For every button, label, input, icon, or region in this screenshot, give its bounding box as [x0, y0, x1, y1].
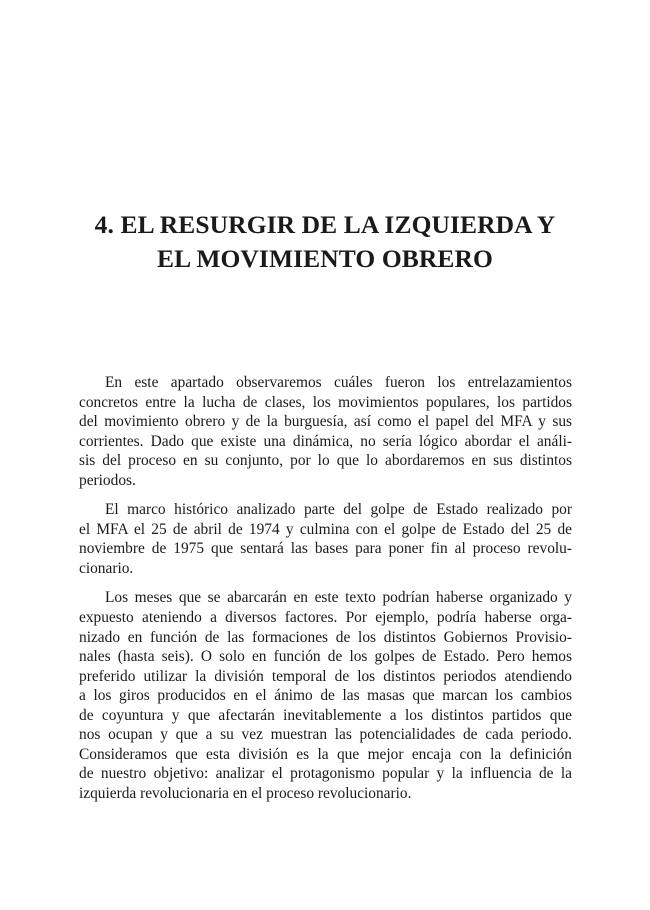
- text-line: expuesto ateniendo a diversos factores. Por ejemplo, podría haberse orga-: [79, 609, 572, 627]
- text-line: corrientes. Dado que existe una dinámica, no sería lógico abordar el análi-: [79, 432, 572, 450]
- paragraph: [79, 373, 572, 490]
- paragraph: [79, 588, 572, 803]
- text-line: El marco histórico analizado parte del golpe de Estado realizado por: [105, 501, 572, 519]
- text-line: el MFA el 25 de abril de 1974 y culmina con el golpe de Estado del 25 de: [79, 520, 572, 538]
- chapter-title-line: EL MOVIMIENTO OBRERO: [157, 244, 493, 273]
- text-line: a los giros producidos en el ánimo de las masas que marcan los cambios: [79, 687, 572, 705]
- text-line: nales (hasta seis). O solo en función de los golpes de Estado. Pero hemos: [79, 648, 572, 666]
- text-line: de nuestro objetivo: analizar el protagonismo popular y la influencia de la: [79, 765, 572, 783]
- text-line: cionario.: [79, 559, 134, 577]
- text-line: preferido utilizar la división temporal de los distintos periodos atendiendo: [79, 667, 572, 685]
- text-line: sis del proceso en su conjunto, por lo que lo abordaremos en sus distintos: [79, 452, 572, 470]
- text-line: noviembre de 1975 que sentará las bases para poner fin al proceso revolu-: [79, 540, 572, 558]
- text-line: En este apartado observaremos cuáles fueron los entrelazamientos: [105, 374, 572, 391]
- text-line: periodos.: [79, 471, 136, 489]
- text-line: Los meses que se abarcarán en este texto podrían haberse organizado y: [105, 589, 572, 607]
- body-text: [79, 373, 572, 813]
- chapter-title: [60, 208, 590, 276]
- paragraph: [79, 500, 572, 578]
- text-line: Consideramos que esta división es la que mejor encaja con la definición: [79, 745, 572, 763]
- text-line: nizado en función de las formaciones de los distintos Gobiernos Provisio-: [79, 628, 572, 646]
- text-line: del movimiento obrero y de la burguesía, así como el papel del MFA y sus: [79, 413, 572, 431]
- text-line: nos ocupan y que a su vez muestran las potencialidades de cada periodo.: [79, 726, 572, 744]
- text-line: concretos entre la lucha de clases, los movimientos populares, los partidos: [79, 393, 572, 411]
- chapter-title-line: 4. EL RESURGIR DE LA IZQUIERDA Y: [94, 210, 556, 239]
- text-line: de coyuntura y que afectarán inevitablemente a los distintos partidos que: [79, 706, 572, 724]
- text-line: izquierda revolucionaria en el proceso revolucionario.: [79, 784, 412, 802]
